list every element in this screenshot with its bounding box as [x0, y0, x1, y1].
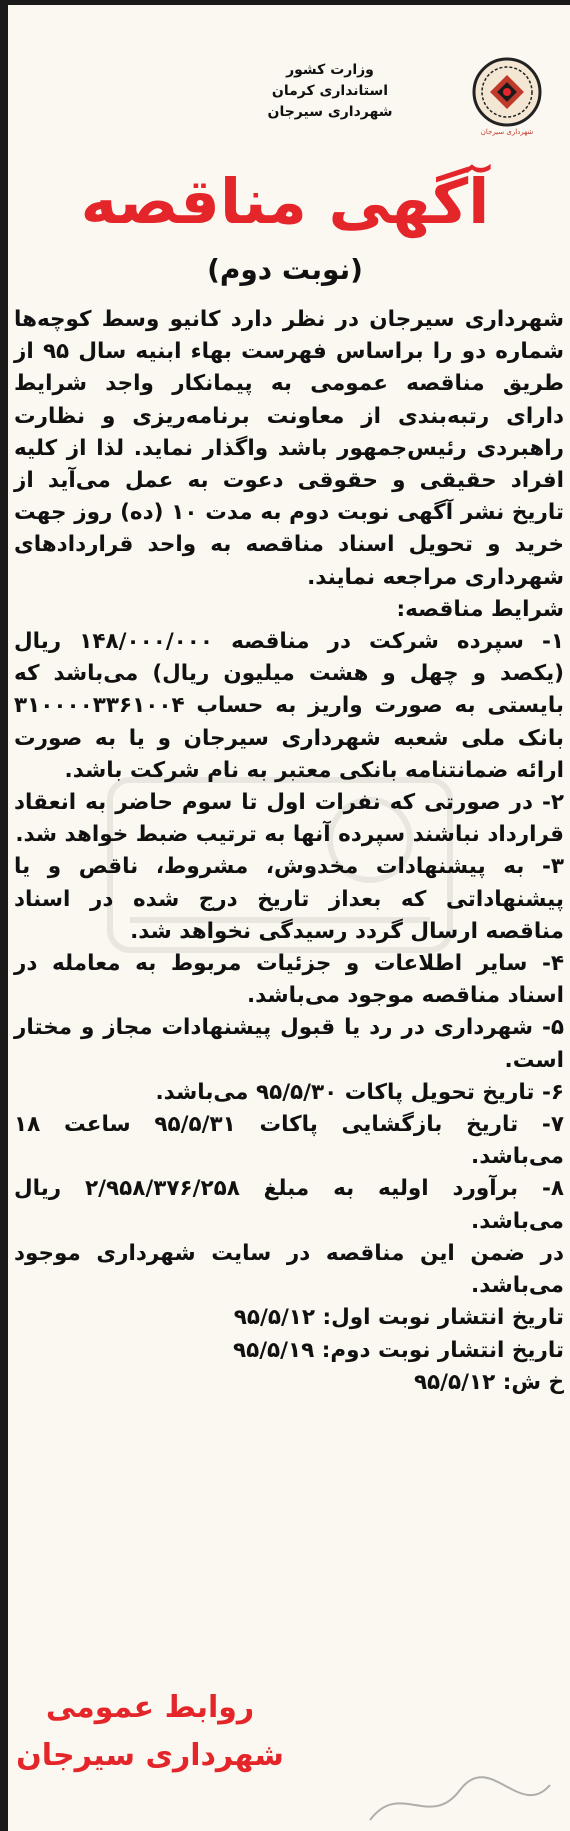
conditions-heading: شرایط مناقصه: — [396, 596, 564, 622]
publish-date-first: تاریخ انتشار نوبت اول: ۹۵/۵/۱۲ — [233, 1305, 564, 1331]
handwritten-mark-icon — [360, 1770, 560, 1831]
condition-item: ۵- شهرداری در رد یا قبول پیشنهادات مجاز و مختار است. — [14, 1015, 564, 1073]
municipality-emblem-icon — [466, 54, 548, 136]
condition-item: ۲- در صورتی که نفرات اول تا سوم حاضر به انعقاد قرارداد نباشند سپرده آنها به ترتیب ضبط خواهد شد. — [14, 790, 564, 848]
notice-title: آگهی مناقصه — [80, 165, 490, 238]
org-line-ministry: وزارت کشور — [286, 62, 374, 78]
issuing-organization — [240, 60, 420, 123]
org-line-governorate: استانداری کرمان — [271, 83, 389, 99]
condition-item: ۸- برآورد اولیه به مبلغ ۲/۹۵۸/۳۷۶/۲۵۸ ریال می‌باشد. — [14, 1176, 564, 1234]
signature-public-relations: روابط عمومی — [45, 1690, 255, 1725]
intro-paragraph: شهرداری سیرجان در نظر دارد کانیو وسط کوچه‌ها شماره دو را براساس فهرست بهاء ابنیه سال ۹۵ از طریق مناقصه عمومی به پیمانکار واجد شرایط دارای رتبه‌بندی از معاونت برنامه‌ریزی و نظارت راهبردی رئیس‌جمهور باشد واگذار نماید. لذا از کلیه افراد حقیقی و حقوقی دعوت به عمل می‌آید از تاریخ نشر آگهی نوبت دوم به مدت ۱۰ (ده) روز جهت خرید و تحویل اسناد مناقصه به واحد قراردادهای شهرداری مراجعه نمایند. — [14, 307, 564, 590]
emblem-caption: شهرداری سیرجان — [480, 128, 534, 136]
condition-item: ۶- تاریخ تحویل پاکات ۹۵/۵/۳۰ می‌باشد. — [155, 1079, 564, 1105]
condition-item: ۳- به پیشنهادات مخدوش، مشروط، ناقص و یا پیشنهاداتی که بعداز تاریخ درج شده در اسناد مناقصه ارسال گردد رسیدگی نخواهد شد. — [14, 854, 564, 944]
condition-item: ۱- سپرده شرکت در مناقصه ۱۴۸/۰۰۰/۰۰۰ ریال (یکصد و چهل و هشت میلیون ریال) می‌باشد که بایستی به صورت واریز به حساب ۳۱۰۰۰۰۳۳۶۱۰۰۴ بانک ملی شعبه شهرداری سیرجان و یا به صورت ارائه ضمانتنامه بانکی معتبر به نام شرکت باشد. — [14, 629, 564, 783]
page-edge-top — [8, 0, 570, 5]
reference-code: خ ش: ۹۵/۵/۱۲ — [413, 1369, 564, 1395]
condition-item: ۷- تاریخ بازگشایی پاکات ۹۵/۵/۳۱ ساعت ۱۸ می‌باشد. — [14, 1112, 564, 1170]
publish-date-second: تاریخ انتشار نوبت دوم: ۹۵/۵/۱۹ — [232, 1337, 564, 1363]
org-line-municipality: شهرداری سیرجان — [267, 104, 393, 120]
notice-header — [0, 40, 570, 150]
signature-municipality: شهرداری سیرجان — [16, 1738, 284, 1773]
condition-item: ۴- سایر اطلاعات و جزئیات مربوط به معامله در اسناد مناقصه موجود می‌باشد. — [14, 951, 564, 1009]
notice-body — [14, 304, 564, 1399]
website-note: در ضمن این مناقصه در سایت شهرداری موجود می‌باشد. — [14, 1240, 564, 1299]
signature-block — [10, 1684, 290, 1780]
notice-round: (نوبت دوم) — [207, 253, 363, 286]
